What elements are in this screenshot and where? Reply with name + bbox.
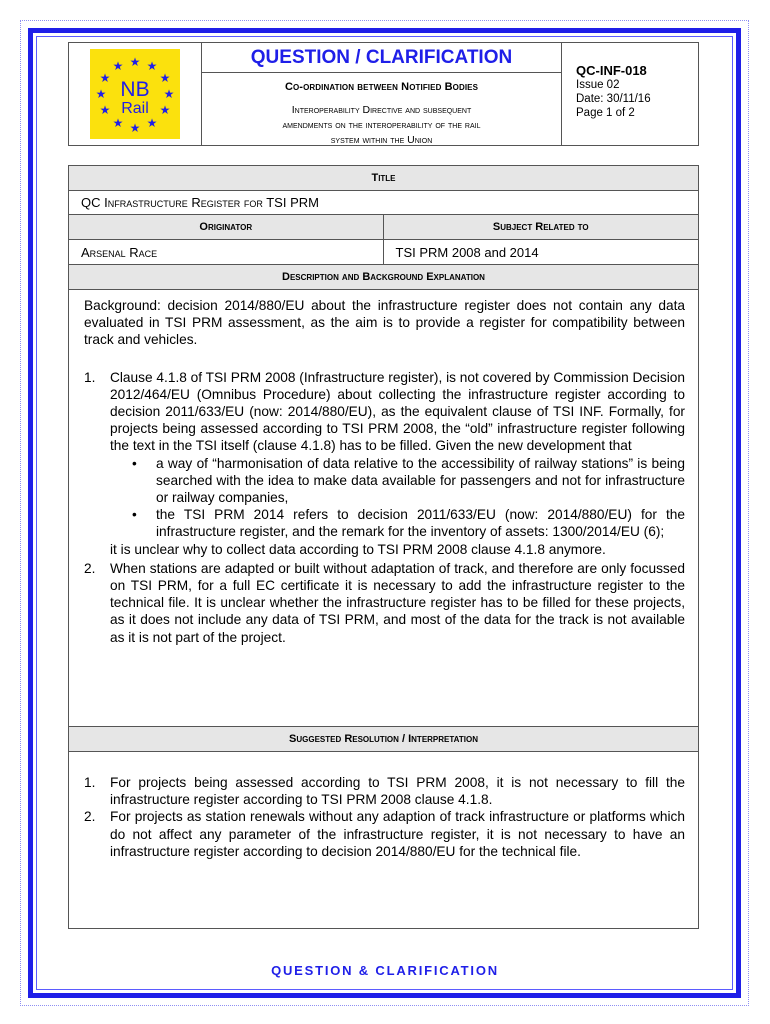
bullet-text: a way of “harmonisation of data relative to the accessibility of railway stations” is being searched with the idea to make data available for passengers and not for infrastructure or railway companies, — [156, 455, 685, 506]
subject-heading: Subject Related to — [492, 221, 589, 233]
point-text: Clause 4.1.8 of TSI PRM 2008 (Infrastructure register), is not covered by Commission Decision 2012/464/EU (Omnibus Procedure) about collecting the infrastructure register according to decision 2011/633/EU (now: 2014/880/EU), as the equivalent clause of TSI INF. Formally, for projects being assessed according to TSI PRM 2008, the “old” infrastructure register following the text in the TSI itself (clause 4.1.8) has to be filled. Given the new development that — [110, 369, 685, 454]
resolution-list — [69, 774, 698, 860]
svg-text:★: ★ — [112, 116, 124, 130]
title-value — [69, 191, 698, 215]
logo-cell — [69, 43, 202, 145]
list-item: 2. For projects as station renewals without any adaption of track infrastructure or platforms which do not affect any parameter of the infrastructure register, it is not necessary to have an infrastructure register according to decision 2014/880/EU for the technical file. — [84, 809, 685, 859]
clarification-table — [68, 165, 699, 929]
svg-text:★: ★ — [95, 87, 107, 101]
svg-text:★: ★ — [159, 71, 171, 85]
resolution-text: For projects being assessed according to TSI PRM 2008, it is not necessary to fill the infrastructure register according to TSI PRM 2008 clause 4.1.8. — [110, 775, 685, 808]
originator-heading: Originator — [69, 215, 384, 239]
originator-subject-values — [69, 240, 698, 265]
svg-text:★: ★ — [163, 87, 175, 101]
svg-text:★: ★ — [129, 121, 141, 135]
list-item: 1. Clause 4.1.8 of TSI PRM 2008 (Infrastructure register), is not covered by Commission Decision 2012/464/EU (Omnibus Procedure) about collecting the infrastructure register according to decision 2011/633/EU (now: 2014/880/EU), as the equivalent clause of TSI INF. Formally, for projects being assessed according to TSI PRM 2008, the “old” infrastructure register following the text in the TSI itself (clause 4.1.8) has to be filled. Given the new development that • a way of “harmonisation of data relative to the accessibility of railway stations” is being searched with the idea to make data available for passengers and not for infrastructure or railway companies, • the TSI PRM 2014 refers to decision 2011/633/EU (now: 2014/880/EU) for the infrastructure register, and the remark for the inventory of assets: 1300/2014/EU (6); — [84, 369, 685, 540]
svg-text:★: ★ — [146, 59, 158, 73]
svg-text:★: ★ — [129, 55, 141, 69]
document-reference: QC-INF-018 — [576, 63, 647, 78]
bullet-text: the TSI PRM 2014 refers to decision 2011/633/EU (now: 2014/880/EU) for the infrastructure register, and the remark for the inventory of assets: 1300/2014/EU (6); — [156, 507, 685, 540]
title-heading: Title — [69, 166, 698, 191]
subject-value: TSI PRM 2008 and 2014 — [395, 245, 539, 260]
originator-value: Arsenal Race — [69, 240, 384, 264]
svg-text:★: ★ — [159, 103, 171, 117]
directive-line: Interoperability Directive and subsequent — [291, 104, 472, 116]
document-title: QUESTION / CLARIFICATION — [202, 43, 561, 73]
resolution-section — [69, 752, 698, 860]
issue-date: Date: 30/11/16 — [576, 93, 651, 105]
bullet-item: • the TSI PRM 2014 refers to decision 2011/633/EU (now: 2014/880/EU) for the infrastructure register, and the remark for the inventory of assets: 1300/2014/EU (6); — [132, 507, 685, 540]
title-prefix: QC — [81, 195, 105, 210]
description-section — [69, 290, 698, 727]
resolution-heading: Suggested Resolution / Interpretation — [69, 727, 698, 752]
svg-text:★: ★ — [112, 59, 124, 73]
title-main: Infrastructure Register for — [104, 195, 263, 210]
bullet-item: • a way of “harmonisation of data relative to the accessibility of railway stations” is being searched with the idea to make data available for passengers and not for infrastructure or railway companies, — [132, 455, 685, 506]
description-heading: Description and Background Explanation — [69, 265, 698, 290]
nb-rail-logo — [90, 49, 180, 139]
document-header — [68, 42, 699, 146]
page-number: Page 1 of 2 — [576, 107, 635, 119]
directive-text — [202, 103, 561, 148]
directive-line: amendments on the interoperability of the rail — [282, 119, 481, 131]
description-list — [69, 369, 698, 646]
header-center — [202, 43, 562, 145]
resolution-text: For projects as station renewals without any adaption of track infrastructure or platforms which do not affect any parameter of the infrastructure register, it is not necessary to have an infrastructure register according to decision 2014/880/EU for the technical file. — [110, 809, 685, 859]
header-meta — [562, 43, 698, 145]
list-item: 1. For projects being assessed according to TSI PRM 2008, it is not necessary to fill the infrastructure register according to TSI PRM 2008 clause 4.1.8. — [84, 775, 685, 808]
point-text: When stations are adapted or built without adaptation of track, and therefore are only focussed on TSI PRM, for a full EC certificate it is necessary to add the infrastructure register to the technical file. It is unclear whether the infrastructure register has to be filled for these projects, as it does not include any data of TSI PRM, and most of the data for the track is not available as it is not part of the project. — [110, 560, 685, 645]
point-conclusion: it is unclear why to collect data according to TSI PRM 2008 clause 4.1.8 anymore. — [110, 541, 606, 557]
background-paragraph: Background: decision 2014/880/EU about the infrastructure register does not contain any data evaluated in TSI PRM assessment, as the aim is to provide a register for compatibility between track and vehicles. — [84, 298, 685, 348]
star-ring-icon — [90, 49, 180, 139]
issue-number: Issue 02 — [576, 79, 620, 91]
directive-line: system within the Union — [330, 134, 433, 146]
coordination-line: Co-ordination between Notified Bodies — [284, 81, 479, 93]
list-item: 2. When stations are adapted or built without adaptation of track, and therefore are only focussed on TSI PRM, for a full EC certificate it is necessary to add the infrastructure register to the technical file. It is unclear whether the infrastructure register has to be filled for these projects, as it does not include any data of TSI PRM, and most of the data for the track is not available as it is not part of the project. — [84, 560, 685, 645]
page-footer: QUESTION & CLARIFICATION — [271, 963, 499, 978]
svg-text:★: ★ — [99, 103, 111, 117]
logo-text-rail: Rail — [121, 100, 149, 117]
title-suffix: TSI PRM — [262, 195, 319, 210]
logo-text-nb: NB — [120, 78, 150, 101]
originator-subject-heading — [69, 215, 698, 240]
svg-text:★: ★ — [99, 71, 111, 85]
svg-text:★: ★ — [146, 116, 158, 130]
